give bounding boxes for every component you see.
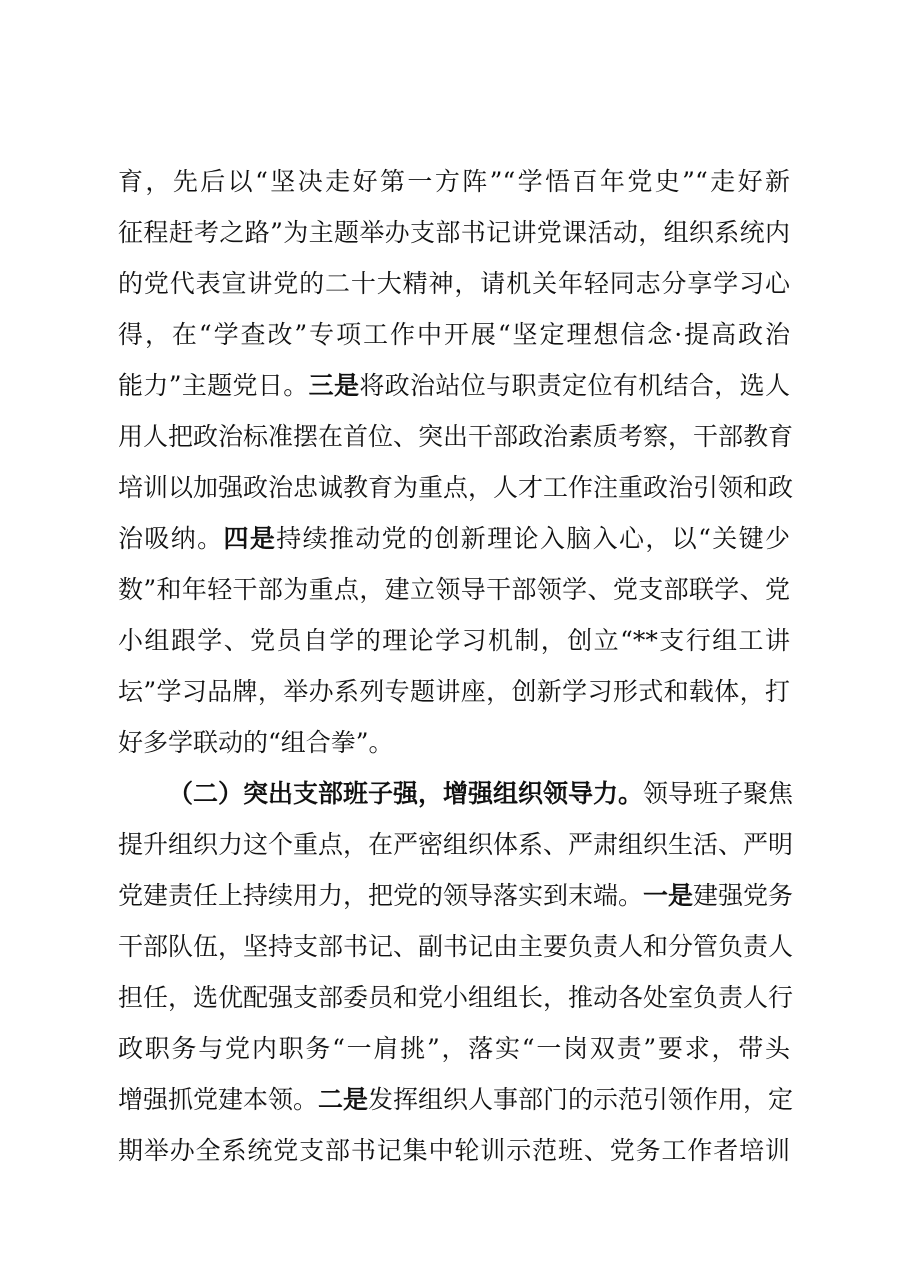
text-run: 发挥组织人事部门的示范引领作用，定 — [368, 1085, 794, 1114]
bold-text: 二是 — [318, 1085, 369, 1114]
text-run: 干部队伍，坚持支部书记、副书记由主要负责人和分管负责人 — [118, 932, 794, 961]
text-run: 育，先后以“坚决走好第一方阵”“学悟百年党史”“走好新 — [118, 167, 790, 196]
text-line — [118, 468, 794, 508]
text-run: 得，在“学查改”专项工作中开展“坚定理想信念·提高政治 — [118, 320, 790, 349]
text-line — [118, 723, 394, 763]
text-line — [118, 519, 790, 559]
text-run: 治吸纳。 — [118, 524, 224, 553]
text-line — [168, 774, 794, 814]
text-run: 持续推动党的创新理论入脑入心，以“关键少 — [276, 524, 790, 553]
text-run: 领导班子聚焦 — [643, 779, 794, 808]
text-run: 党建责任上持续用力，把党的领导落实到末端。 — [118, 881, 644, 910]
text-run: 政职务与党内职务“一肩挑”，落实“一岗双责”要求，带头 — [118, 1034, 790, 1063]
text-run: 期举办全系统党支部书记集中轮训示范班、党务工作者培训 — [118, 1136, 790, 1165]
bold-text: 一是 — [643, 881, 694, 910]
text-line — [118, 1131, 790, 1171]
text-line — [118, 927, 794, 967]
text-run: 征程赶考之路”为主题举办支部书记讲党课活动，组织系统内 — [118, 218, 790, 247]
text-run: 的党代表宣讲党的二十大精神，请机关年轻同志分享学习心 — [118, 269, 790, 298]
text-run: 将政治站位与职责定位有机结合，选人 — [359, 371, 790, 400]
text-run: 好多学联动的“组合拳”。 — [118, 728, 394, 757]
text-line — [118, 978, 794, 1018]
text-run: 提升组织力这个重点，在严密组织体系、严肃组织生活、严明 — [118, 830, 794, 859]
text-run: 小组跟学、党员自学的理论学习机制，创立“**支行组工讲 — [118, 626, 790, 655]
text-line — [118, 264, 790, 304]
text-line — [118, 876, 794, 916]
text-line — [118, 570, 790, 610]
text-line — [118, 1029, 790, 1069]
text-line — [118, 213, 790, 253]
bold-text: （二）突出支部班子强，增强组织领导力。 — [168, 779, 644, 808]
text-run: 能力”主题党日。 — [118, 371, 309, 400]
text-line — [118, 621, 790, 661]
bold-text: 四是 — [223, 524, 277, 553]
text-line — [118, 1080, 794, 1120]
text-line — [118, 417, 794, 457]
text-run: 建强党务 — [693, 881, 794, 910]
text-line — [118, 162, 790, 202]
text-run: 担任，选优配强支部委员和党小组组长，推动各处室负责人行 — [118, 983, 794, 1012]
bold-text: 三是 — [308, 371, 360, 400]
text-line — [118, 825, 794, 865]
text-line — [118, 315, 790, 355]
text-run: 用人把政治标准摆在首位、突出干部政治素质考察，干部教育 — [118, 422, 794, 451]
text-run: 数”和年轻干部为重点，建立领导干部领学、党支部联学、党 — [118, 575, 790, 604]
text-run: 培训以加强政治忠诚教育为重点，人才工作注重政治引领和政 — [118, 473, 794, 502]
text-line — [118, 672, 790, 712]
text-run: 增强抓党建本领。 — [118, 1085, 319, 1114]
text-run: 坛”学习品牌，举办系列专题讲座，创新学习形式和载体，打 — [118, 677, 790, 706]
text-line — [118, 366, 790, 406]
